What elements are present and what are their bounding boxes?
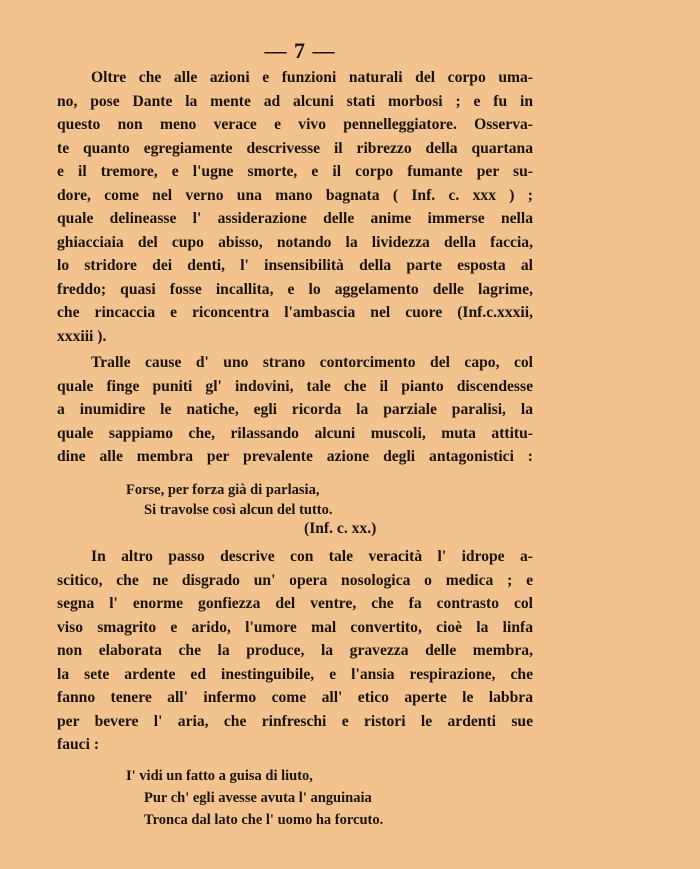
text-line: scitico, che ne disgrado un' opera nosologica o medica ; e bbox=[57, 571, 533, 589]
text-line: non elaborata che la produce, la gravezza delle membra, bbox=[57, 642, 533, 659]
text-line: viso smagrito e arido, l'umore mal convertito, cioè la linfa bbox=[57, 618, 533, 636]
verse-quote-1 bbox=[126, 480, 333, 520]
text-line: per bevere l' aria, che rinfreschi e ristori le ardenti sue bbox=[57, 712, 533, 730]
verse-line: Si travolse così alcun del tutto. bbox=[144, 502, 333, 518]
text-line: segna l' enorme gonfiezza del ventre, che fa contrasto col bbox=[57, 595, 533, 612]
text-line: fauci : bbox=[57, 736, 100, 753]
text-line: quale sappiamo che, rilassando alcuni muscoli, muta attitu- bbox=[57, 424, 533, 442]
text-line: xxxiii ). bbox=[57, 327, 107, 345]
verse-line: Tronca dal lato che l' uomo ha forcuto. bbox=[144, 812, 384, 828]
paragraph-2 bbox=[57, 351, 533, 469]
verse-line: Forse, per forza già di parlasia, bbox=[126, 482, 320, 498]
text-line: Oltre che alle azioni e funzioni naturali del corpo uma- bbox=[91, 69, 533, 86]
paragraph-3 bbox=[57, 545, 533, 757]
text-line: freddo; quasi fosse incallita, e lo aggelamento delle lagrime, bbox=[57, 280, 533, 298]
text-line: dine alle membra per prevalente azione degli antagonistici : bbox=[57, 448, 533, 465]
text-line: la sete ardente ed inestinguibile, e l'ansia respirazione, che bbox=[57, 665, 533, 683]
paragraph-1 bbox=[57, 66, 533, 348]
text-line: te quanto egregiamente descrivesse il ribrezzo della quartana bbox=[57, 139, 533, 157]
verse-line: I' vidi un fatto a guisa di liuto, bbox=[126, 768, 313, 784]
text-line: In altro passo descrive con tale veracità l' idrope a- bbox=[91, 548, 533, 565]
text-line: a inumidire le natiche, egli ricorda la parziale paralisi, la bbox=[57, 401, 533, 418]
verse-reference: (Inf. c. xx.) bbox=[304, 520, 377, 537]
text-line: ghiacciaia del cupo abisso, notando la lividezza della faccia, bbox=[57, 233, 533, 251]
text-line: quale delineasse l' assiderazione delle anime immerse nella bbox=[57, 210, 533, 227]
text-line: che rincaccia e riconcentra l'ambascia nel cuore (Inf.c.xxxii, bbox=[57, 304, 533, 321]
text-line: quale finge puniti gl' indovini, tale che il pianto discendesse bbox=[57, 377, 533, 395]
page-number: — 7 — bbox=[264, 38, 336, 63]
text-line: lo stridore dei denti, l' insensibilità della parte esposta al bbox=[57, 257, 533, 274]
text-line: fanno tenere all' infermo come all' etico aperte le labbra bbox=[57, 689, 533, 706]
text-line: e il tremore, e l'ugne smorte, e il corpo fumante per su- bbox=[57, 163, 533, 180]
text-line: Tralle cause d' uno strano contorcimento del capo, col bbox=[91, 354, 533, 371]
text-line: no, pose Dante la mente ad alcuni stati morbosi ; e fu in bbox=[57, 92, 533, 110]
verse-line: Pur ch' egli avesse avuta l' anguinaia bbox=[144, 790, 372, 806]
verse-quote-2 bbox=[126, 765, 383, 831]
text-line: dore, come nel verno una mano bagnata ( Inf. c. xxx ) ; bbox=[57, 186, 533, 204]
text-line: questo non meno verace e vivo pennelleggiatore. Osserva- bbox=[57, 116, 533, 133]
